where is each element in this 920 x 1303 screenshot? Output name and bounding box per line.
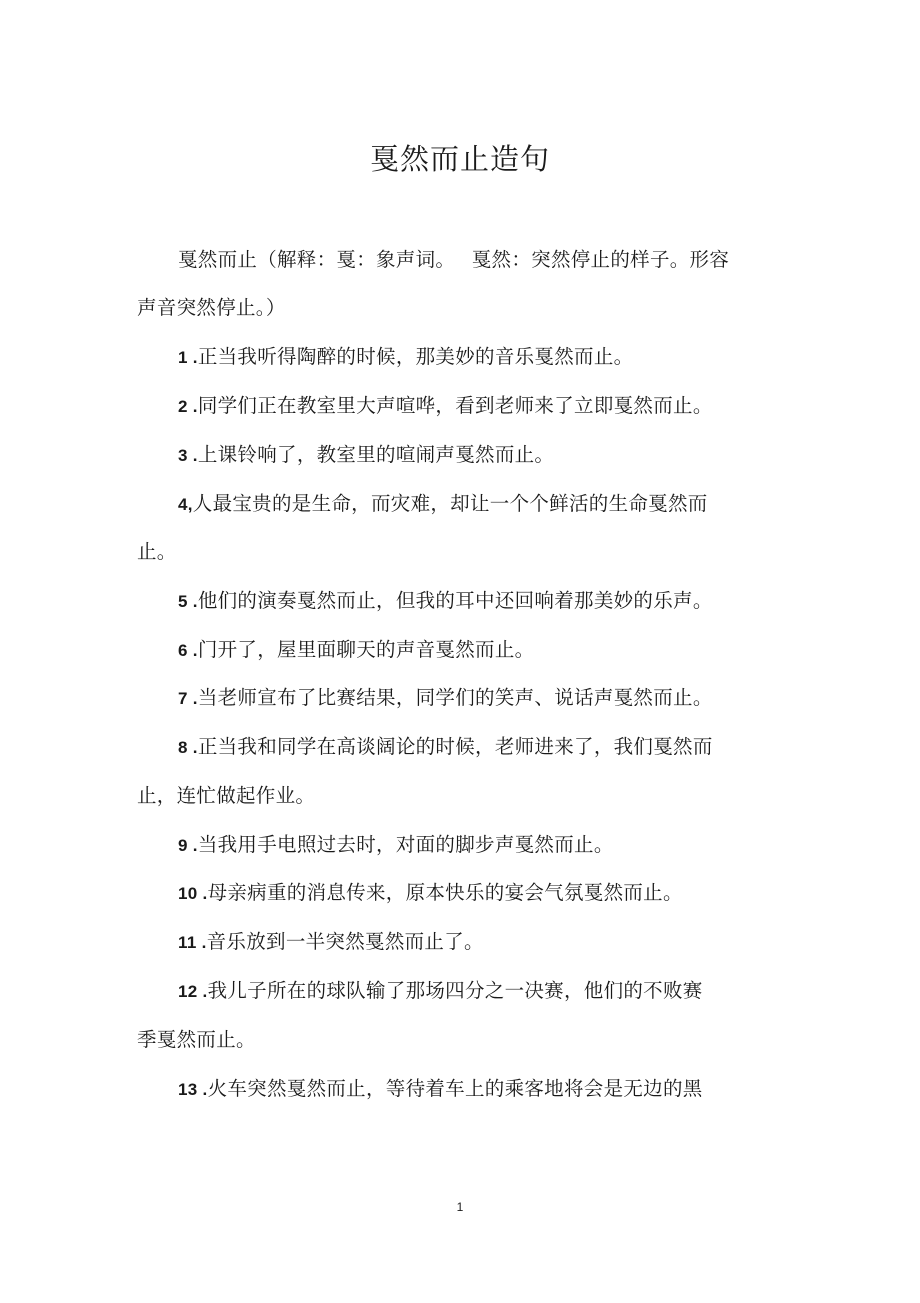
sentence-7 xyxy=(178,686,798,711)
sentence-number: 4, xyxy=(178,495,193,514)
sentence-9 xyxy=(178,833,798,858)
sentence-4 xyxy=(178,492,798,517)
sentence-2 xyxy=(178,394,798,419)
page-number: 1 xyxy=(456,1200,464,1214)
sentence-5 xyxy=(178,589,798,614)
sentence-8-continuation: 止，连忙做起作业。 xyxy=(137,784,316,807)
sentence-1 xyxy=(178,345,798,370)
sentence-number: 2 . xyxy=(178,397,198,416)
sentence-8 xyxy=(178,735,798,760)
sentence-text: 正当我和同学在高谈阔论的时候，老师进来了，我们戛然而 xyxy=(197,735,713,758)
sentence-number: 11 . xyxy=(178,933,207,952)
sentence-text: 他们的演奏戛然而止，但我的耳中还回响着那美妙的乐声。 xyxy=(197,589,713,612)
sentence-number: 3 . xyxy=(178,446,198,465)
sentence-text: 音乐放到一半突然戛然而止了。 xyxy=(206,930,484,953)
sentence-12-continuation: 季戛然而止。 xyxy=(137,1028,256,1051)
sentence-number: 5 . xyxy=(178,592,198,611)
intro-paragraph-line-2: 声音突然停止。） xyxy=(137,296,286,319)
sentence-text: 当我用手电照过去时，对面的脚步声戛然而止。 xyxy=(197,833,614,856)
sentence-number: 12 . xyxy=(178,982,208,1001)
sentence-12 xyxy=(178,979,798,1004)
sentence-13 xyxy=(178,1077,798,1102)
sentence-11 xyxy=(178,930,798,955)
sentence-4-continuation: 止。 xyxy=(137,540,177,563)
sentence-text: 当老师宣布了比赛结果，同学们的笑声、说话声戛然而止。 xyxy=(197,686,713,709)
sentence-text: 正当我听得陶醉的时候，那美妙的音乐戛然而止。 xyxy=(197,345,634,368)
sentence-number: 7 . xyxy=(178,689,198,708)
sentence-text: 人最宝贵的是生命，而灾难，却让一个个鲜活的生命戛然而 xyxy=(192,492,708,515)
intro-paragraph-line-1: 戛然而止（解释：戛：象声词。 戛然：突然停止的样子。形容 xyxy=(178,248,730,271)
sentence-number: 13 . xyxy=(178,1080,208,1099)
page-title: 戛然而止造句 xyxy=(369,142,550,176)
sentence-10 xyxy=(178,881,798,906)
sentence-3 xyxy=(178,443,798,468)
sentence-number: 8 . xyxy=(178,738,198,757)
sentence-number: 6 . xyxy=(178,641,198,660)
sentence-text: 母亲病重的消息传来，原本快乐的宴会气氛戛然而止。 xyxy=(207,881,683,904)
sentence-number: 9 . xyxy=(178,836,198,855)
sentence-text: 同学们正在教室里大声喧哗，看到老师来了立即戛然而止。 xyxy=(197,394,713,417)
sentence-text: 门开了，屋里面聊天的声音戛然而止。 xyxy=(197,638,535,661)
sentence-6 xyxy=(178,638,798,663)
sentence-text: 上课铃响了，教室里的喧闹声戛然而止。 xyxy=(197,443,555,466)
sentence-text: 我儿子所在的球队输了那场四分之一决赛，他们的不败赛 xyxy=(207,979,703,1002)
sentence-text: 火车突然戛然而止，等待着车上的乘客地将会是无边的黑 xyxy=(207,1077,703,1100)
sentence-number: 10 . xyxy=(178,884,208,903)
sentence-number: 1 . xyxy=(178,348,198,367)
